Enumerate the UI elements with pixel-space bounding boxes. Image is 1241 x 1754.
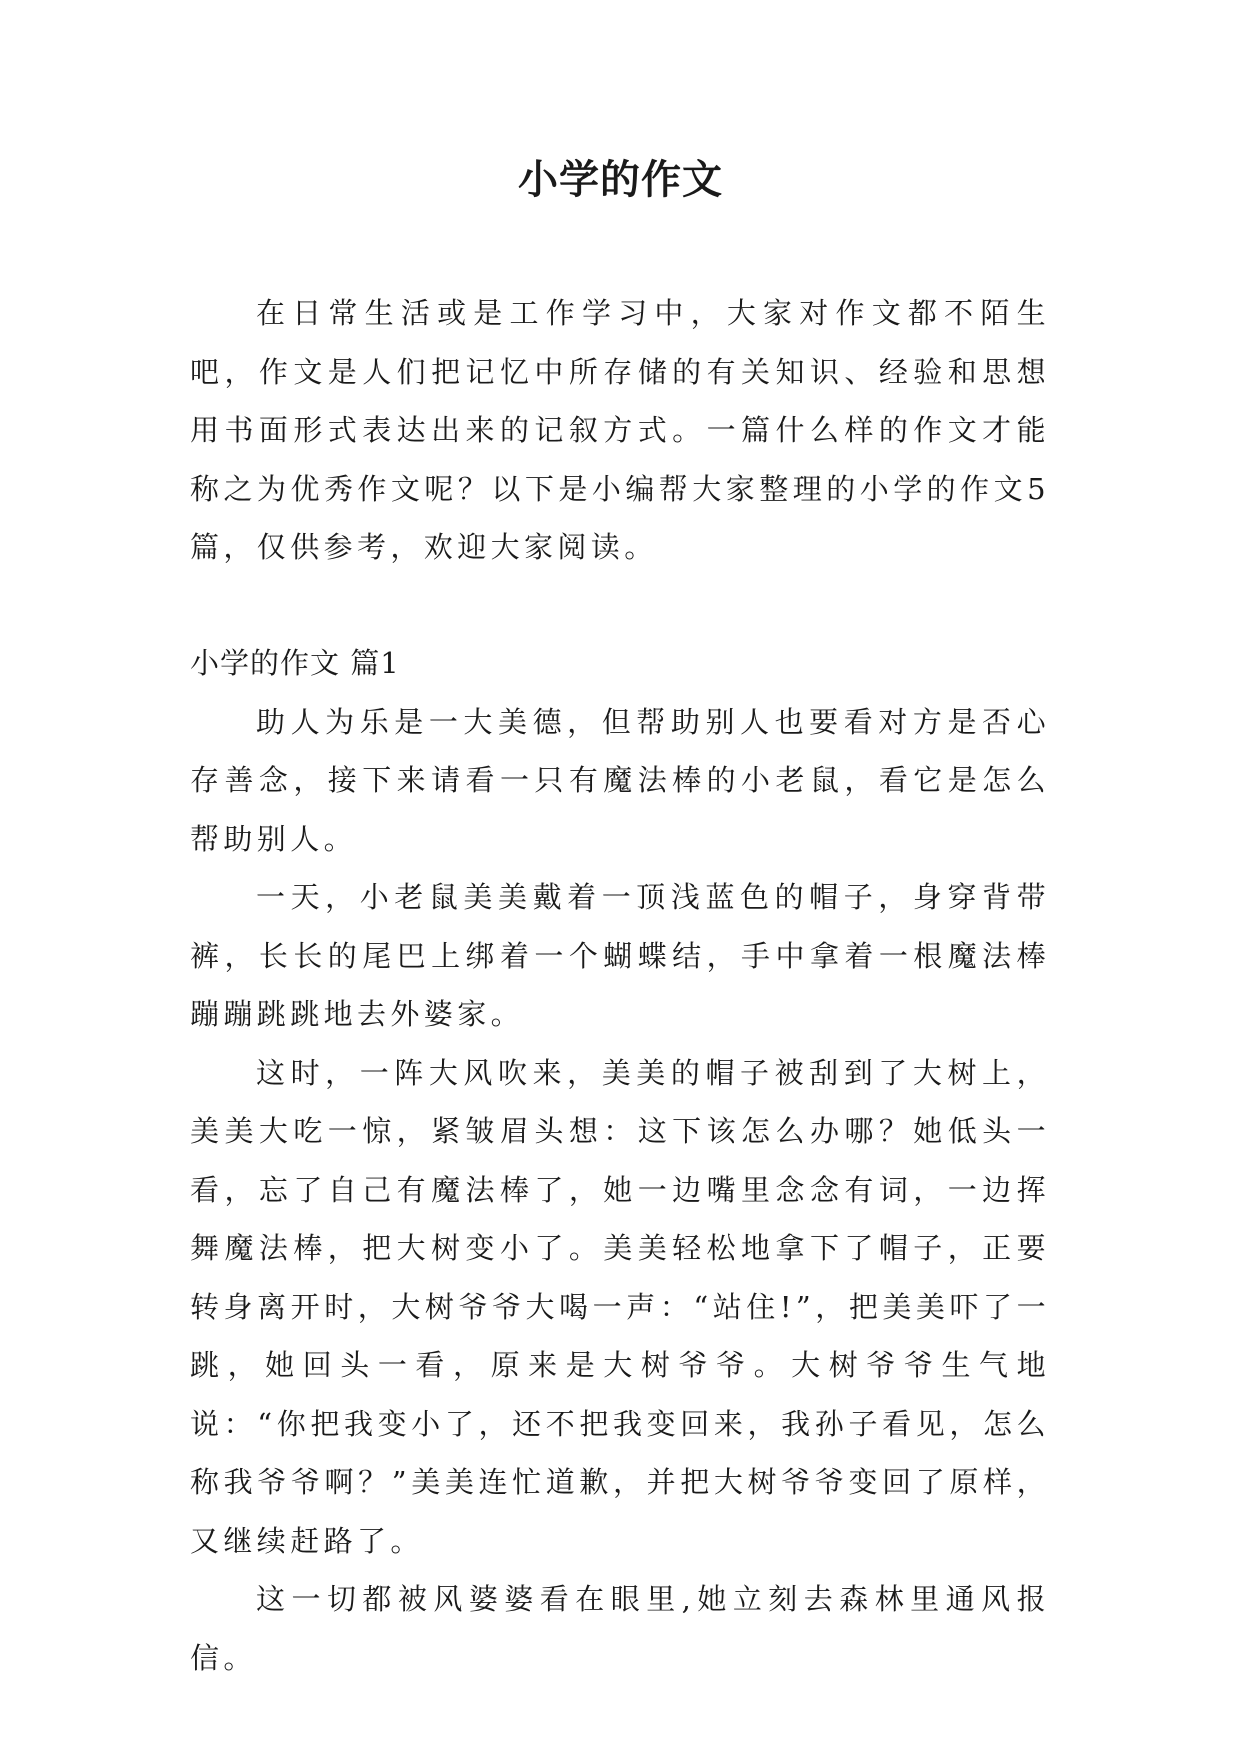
section-heading: 小学的作文 篇1 [190, 646, 400, 680]
section-paragraph: 这时，一阵大风吹来，美美的帽子被刮到了大树上，美美大吃一惊，紧皱眉头想：这下该怎么办哪？她低头一看，忘了自己有魔法棒了，她一边嘴里念念有词，一边挥舞魔法棒，把大树变小了。美美轻松地拿下了帽子，正要转身离开时，大树爷爷大喝一声：“站住!”，把美美吓了一跳，她回头一看，原来是大树爷爷。大树爷爷生气地说：“你把我变小了，还不把我变回来，我孙子看见，怎么称我爷爷啊？”美美连忙道歉，并把大树爷爷变回了原样，又继续赶路了。 [190, 1055, 1050, 1558]
section-1 [190, 634, 1050, 1687]
section-paragraph: 助人为乐是一大美德，但帮助别人也要看对方是否心存善念，接下来请看一只有魔法棒的小老鼠，看它是怎么帮助别人。 [190, 704, 1050, 856]
intro-paragraph: 在日常生活或是工作学习中，大家对作文都不陌生吧，作文是人们把记忆中所存储的有关知识、经验和思想用书面形式表达出来的记叙方式。一篇什么样的作文才能称之为优秀作文呢？以下是小编帮大家整理的小学的作文5篇，仅供参考，欢迎大家阅读。 [190, 296, 1050, 564]
section-paragraph: 一天，小老鼠美美戴着一顶浅蓝色的帽子，身穿背带裤，长长的尾巴上绑着一个蝴蝶结，手中拿着一根魔法棒蹦蹦跳跳地去外婆家。 [190, 880, 1050, 1031]
section-paragraph: 这一切都被风婆婆看在眼里,她立刻去森林里通风报信。 [190, 1582, 1050, 1675]
document-title: 小学的作文 [518, 156, 723, 203]
intro-block [190, 284, 1050, 577]
